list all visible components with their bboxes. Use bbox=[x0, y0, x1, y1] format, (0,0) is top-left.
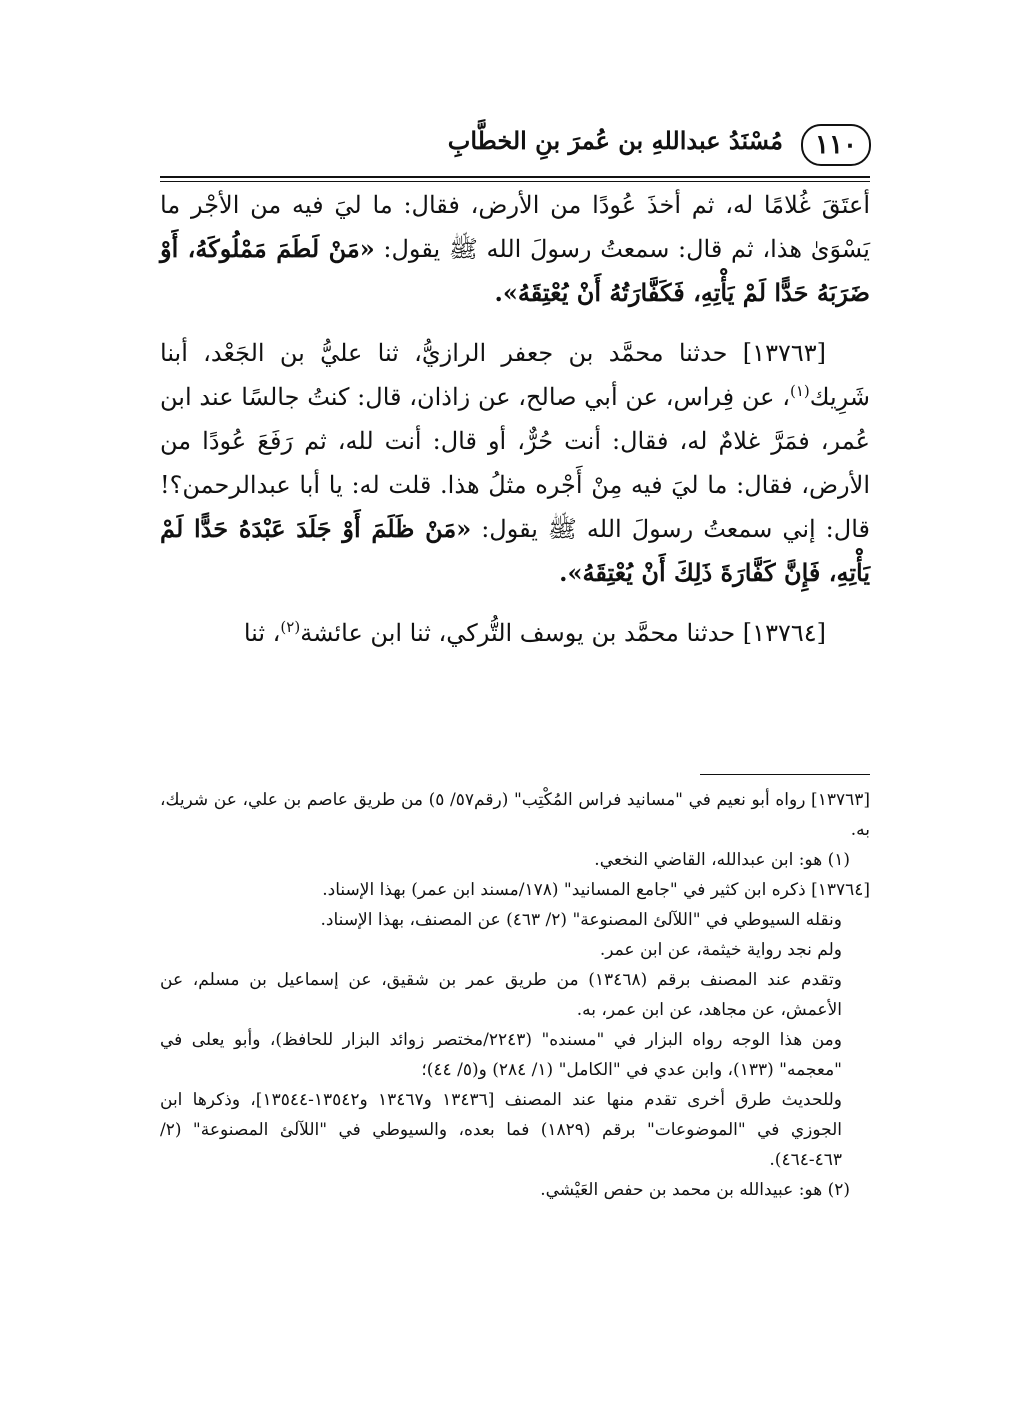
page-number: ١١٠ bbox=[801, 124, 871, 166]
paragraph-text: ، ثنا bbox=[243, 619, 281, 647]
page-header bbox=[150, 120, 871, 170]
running-title: مُسْنَدُ عبداللهِ بن عُمرَ بنِ الخطَّابِ bbox=[447, 126, 783, 155]
footnote-2: (٢) هو: عبيدالله بن محمد بن حفص العَيْشي. bbox=[540, 1180, 850, 1200]
isnad-text: حدثنا محمَّد بن يوسف التُّركي، ثنا ابن عائشة bbox=[300, 619, 736, 647]
hadith-text: «مَنْ ظَلَمَ أَوْ جَلَدَ عَبْدَهُ حَدًّا لَمْ يَأْتِهِ، فَإِنَّ كَفَّارَةَ ذَلِكَ أَنْ يُعْتِقَهُ». bbox=[160, 514, 870, 587]
footnote-takhrij-13763: [١٣٧٦٣] رواه أبو نعيم في "مسانيد فراس المُكْتِب" (رقم٥٧/ ٥) من طريق عاصم بن علي، عن شريك، به. bbox=[160, 790, 870, 840]
hadith-paragraph-13764 bbox=[160, 611, 870, 655]
footnote-separator bbox=[700, 774, 870, 775]
paragraph-continued bbox=[160, 183, 870, 315]
hadith-text: «مَنْ لَطَمَ مَمْلُوكَهُ، أَوْ ضَرَبَهُ حَدًّا لَمْ يَأْتِهِ، فَكَفَّارَتُهُ أَنْ يُعْتِقَهُ». bbox=[160, 234, 870, 307]
footnote-1: (١) هو: ابن عبدالله، القاضي النخعي. bbox=[594, 850, 850, 870]
footnotes bbox=[160, 785, 870, 1205]
footnote-takhrij-13764: [١٣٧٦٤] ذكره ابن كثير في "جامع المسانيد" (١٧٨/مسند ابن عمر) بهذا الإسناد. bbox=[322, 880, 870, 900]
footnote-note: ونقله السيوطي في "اللآلئ المصنوعة" (٢/ ٤٦٣) عن المصنف، بهذا الإسناد. bbox=[320, 910, 842, 930]
isnad-text: حدثنا محمَّد بن جعفر الرازيُّ، ثنا عليُّ بن الجَعْد، أبنا شَرِيك bbox=[160, 339, 870, 411]
paragraph-text: أعتَقَ غُلامًا له، ثم أخذَ عُودًا من الأرض، فقال: ما ليَ فيه من الأجْر ما يَسْوَىٰ هذا، ثم قال: سمعتُ رسولَ الله ﷺ يقول: bbox=[160, 191, 870, 263]
hadith-number: [١٣٧٦٤] bbox=[742, 619, 826, 647]
hadith-number: [١٣٧٦٣] bbox=[742, 339, 826, 367]
footnote-ref-2[interactable]: (٢) bbox=[280, 618, 301, 636]
footnote-note: ولم نجد رواية خيثمة، عن ابن عمر. bbox=[599, 940, 842, 960]
hadith-paragraph-13763 bbox=[160, 331, 870, 595]
paragraph-text: ، عن فِراس، عن أبي صالح، عن زاذان، قال: كنتُ جالسًا عند ابن عُمر، فمَرَّ غلامٌ له، فقال: أنت حُرٌّ، أو قال: أنت لله، ثم رَفَعَ عُودًا من الأرض، فقال: ما ليَ فيه مِنْ أَجْره مثلُ هذا. قلت له: يا أبا عبدالرحمن؟! قال: إني سمعتُ رسولَ الله ﷺ يقول: bbox=[160, 383, 870, 543]
header-rule-thick bbox=[160, 176, 870, 178]
main-text bbox=[160, 183, 870, 655]
footnote-note: ومن هذا الوجه رواه البزار في "مسنده" (٢٢٤٣/مختصر زوائد البزار للحافظ)، وأبو يعلى في "معجمه" (١٣٣)، وابن عدي في "الكامل" (١/ ٢٨٤) و(٥/ ٤٤)؛ bbox=[160, 1030, 842, 1080]
footnote-note: وتقدم عند المصنف برقم (١٣٤٦٨) من طريق عمر بن شقيق، عن إسماعيل بن مسلم، عن الأعمش، عن مجاهد، عن ابن عمر، به. bbox=[160, 970, 842, 1020]
header-rule-thin bbox=[160, 181, 870, 182]
footnote-ref-1[interactable]: (١) bbox=[789, 382, 810, 400]
footnote-note: وللحديث طرق أخرى تقدم منها عند المصنف [١٣٤٣٦ و١٣٤٦٧ و١٣٥٤٢-١٣٥٤٤]، وذكرها ابن الجوزي في "الموضوعات" برقم (١٨٢٩) فما بعده، والسيوطي في "اللآلئ المصنوعة" (٢/ ٤٦٣-٤٦٤). bbox=[160, 1090, 843, 1170]
